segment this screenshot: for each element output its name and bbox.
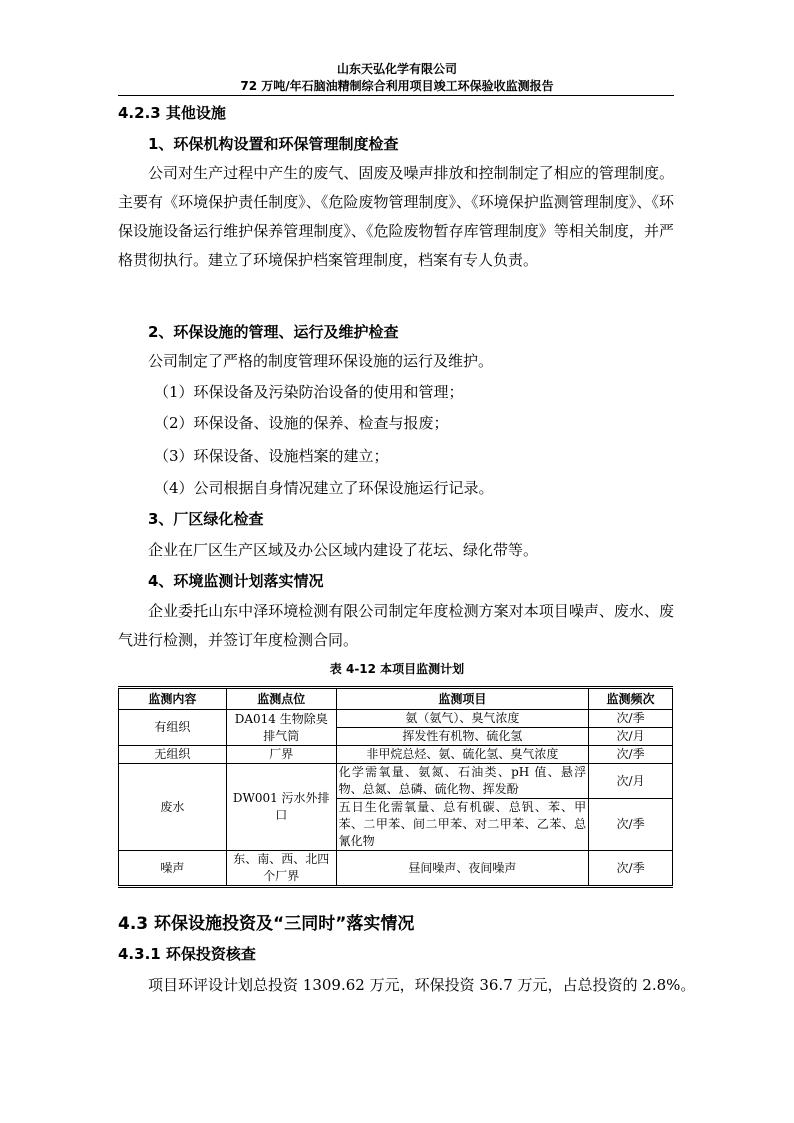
cell-content: 废水 <box>119 764 227 851</box>
cell-frequency: 次/月 <box>589 764 673 799</box>
s4-heading: 4、环境监测计划落实情况 <box>148 572 324 590</box>
table-header-row <box>119 688 673 710</box>
s1-heading: 1、环保机构设置和环保管理制度检查 <box>148 135 399 153</box>
table-row <box>119 764 673 799</box>
cell-item: 化学需氧量、氨氮、石油类、pH 值、悬浮物、总氮、总磷、硫化物、挥发酚 <box>336 764 588 799</box>
table-row <box>119 746 673 764</box>
s1-paragraph: 公司对生产过程中产生的废气、固废及噪声排放和控制制定了相应的管理制度。主要有《环境保护责任制度》、《危险废物管理制度》、《环境保护监测管理制度》、《环保设施设备运行维护保养管理制度》、《危险废物暂存库管理制度》等相关制度，并严格贯彻执行。建立了环境保护档案管理制度，档案有专人负责。 <box>118 164 674 269</box>
col-header-content: 监测内容 <box>119 688 227 710</box>
table-caption: 表 4-12 本项目监测计划 <box>329 662 465 676</box>
header-company: 山东天弘化学有限公司 <box>336 62 457 76</box>
header-report-title: 72 万吨/年石脑油精制综合利用项目竣工环保验收监测报告 <box>240 79 554 93</box>
cell-frequency: 次/季 <box>589 851 673 887</box>
section-title: 4.2.3 其他设施 <box>118 104 226 122</box>
cell-frequency: 次/季 <box>589 746 673 764</box>
s2-item-1: （1）环保设备及污染防治设备的使用和管理； <box>154 383 464 401</box>
cell-content: 无组织 <box>119 746 227 764</box>
s2-item-3: （3）环保设备、设施档案的建立； <box>154 447 389 465</box>
investment-paragraph: 项目环评设计划总投资 1309.62 万元，环保投资 36.7 万元，占总投资的 2.8%。 <box>148 976 696 994</box>
section-4-3-title: 4.3 环保设施投资及“三同时”落实情况 <box>118 914 415 934</box>
s3-heading: 3、厂区绿化检查 <box>148 510 264 528</box>
s2-intro: 公司制定了严格的制度管理环保设施的运行及维护。 <box>148 352 494 370</box>
cell-frequency: 次/月 <box>589 728 673 746</box>
s2-item-2: （2）环保设备、设施的保养、检查与报废； <box>154 414 449 432</box>
cell-content: 有组织 <box>119 710 227 746</box>
header-rule <box>118 95 674 96</box>
cell-point: 厂界 <box>226 746 336 764</box>
cell-item: 挥发性有机物、硫化氢 <box>336 728 588 746</box>
cell-item: 非甲烷总烃、氨、硫化氢、臭气浓度 <box>336 746 588 764</box>
s4-paragraph: 企业委托山东中泽环境检测有限公司制定年度检测方案对本项目噪声、废水、废气进行检测，并签订年度检测合同。 <box>118 602 674 649</box>
s3-paragraph: 企业在厂区生产区域及办公区域内建设了花坛、绿化带等。 <box>148 541 539 559</box>
cell-point: DA014 生物除臭排气筒 <box>226 710 336 746</box>
s2-heading: 2、环保设施的管理、运行及维护检查 <box>148 323 399 341</box>
s2-item-4: （4）公司根据自身情况建立了环保设施运行记录。 <box>154 479 494 497</box>
cell-frequency: 次/季 <box>589 710 673 728</box>
col-header-point: 监测点位 <box>226 688 336 710</box>
cell-frequency: 次/季 <box>589 799 673 851</box>
table-row <box>119 851 673 887</box>
cell-point: 东、南、西、北四个厂界 <box>226 851 336 887</box>
monitoring-plan-table <box>118 686 673 888</box>
cell-item: 五日生化需氧量、总有机碳、总钒、苯、甲苯、二甲苯、间二甲苯、对二甲苯、乙苯、总氰化物 <box>336 799 588 851</box>
table-row <box>119 710 673 728</box>
col-header-frequency: 监测频次 <box>589 688 673 710</box>
cell-item: 昼间噪声、夜间噪声 <box>336 851 588 887</box>
cell-item: 氨（氨气）、臭气浓度 <box>336 710 588 728</box>
col-header-item: 监测项目 <box>336 688 588 710</box>
cell-content: 噪声 <box>119 851 227 887</box>
cell-point: DW001 污水外排口 <box>226 764 336 851</box>
section-4-3-1-title: 4.3.1 环保投资核查 <box>118 945 256 963</box>
